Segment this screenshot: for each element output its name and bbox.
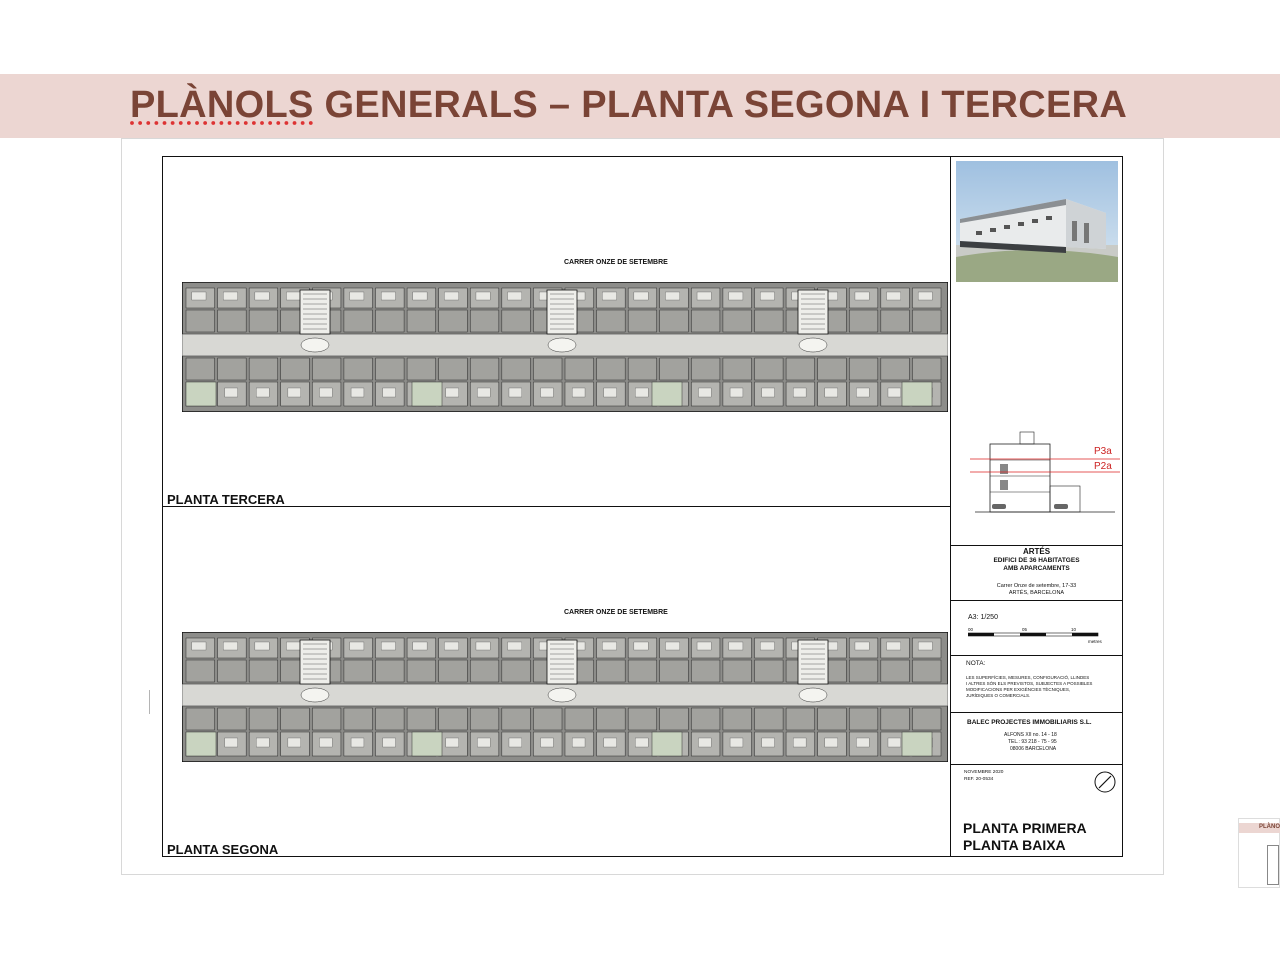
plan-room	[218, 660, 247, 682]
plan-furniture	[351, 388, 364, 397]
plan-room	[628, 708, 657, 730]
plan-furniture	[698, 738, 711, 747]
plan-furniture	[383, 738, 396, 747]
plan-furniture	[446, 388, 459, 397]
plan-furniture	[413, 292, 427, 300]
plan-furniture	[762, 738, 775, 747]
stair-core-b	[547, 290, 577, 334]
tb-rule-3	[951, 655, 1122, 656]
stair-core-a	[300, 290, 330, 334]
title-word-1: PLÀNOLS	[130, 84, 314, 126]
plan-furniture	[256, 388, 269, 397]
plan-room	[691, 358, 720, 380]
plan-label-tercera: PLANTA TERCERA	[167, 492, 285, 507]
plan-room	[249, 310, 278, 332]
plan-room	[376, 310, 405, 332]
plan-room	[533, 708, 562, 730]
plan-room	[818, 358, 847, 380]
plan-furniture	[602, 642, 616, 650]
plan-label-segona: PLANTA SEGONA	[167, 842, 279, 857]
landing-b	[548, 338, 576, 352]
plan-furniture	[350, 292, 364, 300]
plan-balcony	[902, 382, 932, 406]
sheet-name-1: PLANTA PRIMERA	[963, 820, 1087, 836]
plan-room	[533, 358, 562, 380]
plan-room	[786, 358, 815, 380]
plan-room	[439, 310, 468, 332]
plan-room	[344, 358, 373, 380]
plan-furniture	[855, 642, 869, 650]
plan-room	[691, 310, 720, 332]
note-body	[966, 675, 1092, 699]
stair-core-c	[798, 290, 828, 334]
plan-furniture	[508, 642, 522, 650]
scale-tick-0: 00	[968, 627, 974, 632]
plan-room	[755, 708, 784, 730]
plan-furniture	[888, 388, 901, 397]
section-level-p3a: P3a	[1094, 446, 1112, 457]
north-arrow-icon	[1093, 770, 1117, 794]
plan-furniture	[760, 642, 774, 650]
plan-room	[755, 660, 784, 682]
plan-room	[881, 310, 910, 332]
plan-furniture	[192, 642, 206, 650]
scale-label: A3: 1/250	[968, 614, 998, 621]
plan-furniture	[225, 738, 238, 747]
plan-furniture	[288, 738, 301, 747]
plan-room	[312, 358, 341, 380]
plan-room	[660, 708, 689, 730]
plan-furniture	[541, 388, 554, 397]
plan-furniture	[477, 388, 490, 397]
plan-furniture	[225, 388, 238, 397]
plan-room	[755, 310, 784, 332]
plan-furniture	[604, 738, 617, 747]
plan-furniture	[730, 738, 743, 747]
plan-room	[186, 660, 215, 682]
plan-room	[849, 358, 878, 380]
plan-furniture	[697, 642, 711, 650]
plan-furniture	[635, 738, 648, 747]
plan-room	[565, 358, 594, 380]
plan-furniture	[825, 388, 838, 397]
plan-furniture	[572, 738, 585, 747]
plan-furniture	[793, 738, 806, 747]
plan-furniture	[918, 642, 932, 650]
stair-core-c	[798, 640, 828, 684]
plan-room	[312, 708, 341, 730]
plan-room	[881, 660, 910, 682]
plan-room	[502, 660, 531, 682]
plan-furniture	[508, 292, 522, 300]
plan-furniture	[855, 292, 869, 300]
plan-room	[881, 358, 910, 380]
plan-room	[786, 708, 815, 730]
note-line: MODIFICACIONS PER EXIGÈNCIES TÈCNIQUES,	[966, 687, 1071, 692]
plan-furniture	[793, 388, 806, 397]
plan-furniture	[665, 292, 679, 300]
plan-room	[407, 708, 436, 730]
tb-rule-2	[951, 600, 1122, 601]
plan-furniture	[381, 292, 395, 300]
floor-plan-segona	[182, 632, 948, 762]
plan-room	[881, 708, 910, 730]
plan-furniture	[319, 738, 332, 747]
plan-furniture	[888, 738, 901, 747]
plan-furniture	[825, 738, 838, 747]
plan-furniture	[602, 292, 616, 300]
title-rest: GENERALS – PLANTA SEGONA I TERCERA	[313, 84, 1128, 126]
plan-room	[186, 708, 215, 730]
plan-room	[818, 708, 847, 730]
stair-core-a	[300, 640, 330, 684]
plan-room	[186, 358, 215, 380]
company-address-3: 08006 BARCELONA	[1010, 746, 1057, 752]
plan-room	[849, 708, 878, 730]
plan-furniture	[856, 388, 869, 397]
floor-plan-tercera	[182, 282, 948, 412]
plan-furniture	[381, 642, 395, 650]
plan-room	[660, 660, 689, 682]
plan-furniture	[509, 388, 522, 397]
plan-furniture	[697, 292, 711, 300]
plan-furniture	[760, 292, 774, 300]
plan-room	[565, 708, 594, 730]
plan-balcony	[902, 732, 932, 756]
plan-room	[912, 358, 941, 380]
note-line: LES SUPERFÍCIES, MESURES, CONFIGURACIÓ, LLINDES	[966, 675, 1090, 680]
building-photo	[956, 161, 1118, 282]
plan-room	[660, 358, 689, 380]
plan-furniture	[509, 738, 522, 747]
project-desc-1: EDIFICI DE 36 HABITATGES	[993, 557, 1080, 564]
thumbnail-title: PLÀNO	[1259, 824, 1280, 830]
note-line: I ALTRES SÓN ELS PREVISTOS, SUBJECTES A POSSIBLES	[966, 681, 1093, 686]
scale-tick-10: 10	[1071, 627, 1077, 632]
landing-c	[799, 688, 827, 702]
plan-furniture	[604, 388, 617, 397]
plan-furniture	[572, 388, 585, 397]
company-address-1: ALFONS XII no. 14 - 18	[1004, 732, 1057, 738]
plan-furniture	[856, 738, 869, 747]
plan-balcony	[412, 382, 442, 406]
slide-title	[130, 84, 1127, 127]
plan-room	[344, 708, 373, 730]
plan-furniture	[192, 292, 206, 300]
plan-room	[439, 660, 468, 682]
plan-room	[723, 708, 752, 730]
plan-room	[912, 660, 941, 682]
tb-rule-1	[951, 545, 1122, 546]
plan-room	[691, 660, 720, 682]
plan-room	[628, 358, 657, 380]
landing-a	[301, 688, 329, 702]
plan-room	[281, 358, 310, 380]
plan-furniture	[476, 642, 490, 650]
plan-room	[597, 358, 626, 380]
plan-furniture	[256, 738, 269, 747]
plan-furniture	[762, 388, 775, 397]
plan-balcony	[186, 382, 216, 406]
tb-rule-5	[951, 764, 1122, 765]
plan-furniture	[223, 292, 237, 300]
plan-room	[502, 310, 531, 332]
plan-furniture	[887, 292, 901, 300]
plan-room	[912, 708, 941, 730]
plan-furniture	[634, 292, 648, 300]
plan-room	[218, 708, 247, 730]
project-desc-2: AMB APARCAMENTS	[1003, 565, 1070, 572]
plan-room	[470, 708, 499, 730]
plan-balcony	[652, 732, 682, 756]
plan-furniture	[288, 388, 301, 397]
plan-furniture	[286, 292, 300, 300]
landing-a	[301, 338, 329, 352]
project-town: ARTÉS	[1022, 547, 1051, 556]
plan-furniture	[541, 738, 554, 747]
side-label-decorative: ————	[146, 690, 152, 714]
plan-furniture	[223, 642, 237, 650]
plan-room	[597, 310, 626, 332]
plan-room	[407, 660, 436, 682]
plan-room	[439, 708, 468, 730]
plan-furniture	[319, 388, 332, 397]
plan-room	[597, 660, 626, 682]
plan-room	[470, 310, 499, 332]
plan-room	[502, 708, 531, 730]
plan-balcony	[652, 382, 682, 406]
drawing-ref: REF. 20-0534	[964, 777, 994, 782]
plan-room	[691, 708, 720, 730]
plan-furniture	[887, 642, 901, 650]
plan-room	[249, 358, 278, 380]
note-title: NOTA:	[966, 660, 986, 667]
plan-furniture	[255, 292, 269, 300]
plan-furniture	[634, 642, 648, 650]
plan-furniture	[255, 642, 269, 650]
plan-room	[186, 310, 215, 332]
plan-room	[849, 660, 878, 682]
plan-room	[628, 310, 657, 332]
landing-c	[799, 338, 827, 352]
project-address-2: ARTÉS, BARCELONA	[1008, 590, 1065, 596]
plan-room	[502, 358, 531, 380]
plan-room	[470, 660, 499, 682]
plan-room	[249, 708, 278, 730]
plan-furniture	[476, 292, 490, 300]
thumbnail-frame	[1267, 845, 1279, 885]
plan-furniture	[730, 388, 743, 397]
note-line: JURÍDIQUES O COMERCIALS.	[966, 693, 1031, 698]
plan-room	[755, 358, 784, 380]
plan-furniture	[665, 642, 679, 650]
plan-room	[344, 310, 373, 332]
plan-room	[439, 358, 468, 380]
plan-room	[470, 358, 499, 380]
plan-furniture	[383, 388, 396, 397]
drawing-date: NOVEMBRE 2020	[964, 770, 1004, 775]
tb-rule-4	[951, 712, 1122, 713]
plan-furniture	[444, 292, 458, 300]
street-label-bottom: CARRER ONZE DE SETEMBRE	[564, 609, 668, 616]
plan-furniture	[918, 292, 932, 300]
plan-room	[218, 310, 247, 332]
plan-room	[723, 310, 752, 332]
plan-furniture	[413, 642, 427, 650]
project-address-1: Carrer Onze de setembre, 17-33	[996, 583, 1077, 589]
plan-room	[723, 358, 752, 380]
plan-furniture	[286, 642, 300, 650]
plan-furniture	[635, 388, 648, 397]
next-slide-thumbnail[interactable]	[1238, 818, 1280, 888]
scale-unit: metres	[1088, 639, 1102, 644]
plan-room	[628, 660, 657, 682]
sheet-name-2: PLANTA BAIXA	[963, 837, 1066, 853]
plan-room	[218, 358, 247, 380]
plan-room	[344, 660, 373, 682]
plan-room	[849, 310, 878, 332]
plan-room	[407, 310, 436, 332]
plan-furniture	[729, 642, 743, 650]
company-name: BALEC PROJECTES IMMOBILIARIS S.L.	[967, 719, 1092, 726]
section-level-p2a: P2a	[1094, 461, 1112, 472]
plan-furniture	[446, 738, 459, 747]
plan-furniture	[698, 388, 711, 397]
plan-furniture	[351, 738, 364, 747]
plan-room	[723, 660, 752, 682]
plan-furniture	[350, 642, 364, 650]
scale-tick-5: 05	[1022, 627, 1028, 632]
plan-room	[597, 708, 626, 730]
plan-balcony	[412, 732, 442, 756]
plan-room	[660, 310, 689, 332]
plan-furniture	[477, 738, 490, 747]
plan-room	[376, 660, 405, 682]
scale-bar	[968, 630, 1108, 640]
company-address-2: TEL.: 93 218 - 75 - 95	[1008, 739, 1057, 745]
plan-room	[249, 660, 278, 682]
plan-room	[376, 708, 405, 730]
plan-room	[376, 358, 405, 380]
plan-furniture	[444, 642, 458, 650]
landing-b	[548, 688, 576, 702]
street-label-top: CARRER ONZE DE SETEMBRE	[564, 259, 668, 266]
plan-room	[912, 310, 941, 332]
stair-core-b	[547, 640, 577, 684]
plan-balcony	[186, 732, 216, 756]
plan-room	[407, 358, 436, 380]
plan-furniture	[729, 292, 743, 300]
plan-room	[281, 708, 310, 730]
